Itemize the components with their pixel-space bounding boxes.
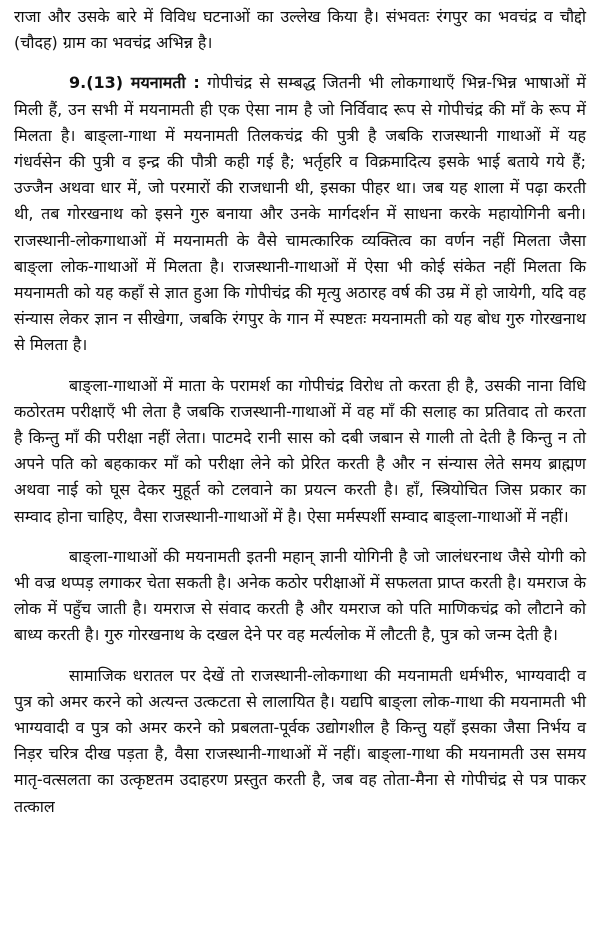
paragraph-continuation (14, 4, 586, 56)
paragraph-bangla-gathas (14, 373, 586, 530)
paragraph-mayanamati-yogini (14, 544, 586, 649)
paragraph-mayanamati (14, 70, 586, 358)
paragraph-text: गोपीचंद्र से सम्बद्ध जितनी भी लोकगाथाएँ भिन्न-भिन्न भाषाओं में मिली हैं, उन सभी में मयनामती ही एक ऐसा नाम है जो निर्विवाद रूप से गोपीचंद्र की माँ के रूप में मिलता है। बाङ्ला-गाथा में मयनामती तिलकचंद्र की पुत्री है जबकि राजस्थानी गाथाओं में यह गंधर्वसेन की पुत्री व इन्द्र की पौत्री कही गई है; भर्तृहरि व विक्रमादित्य इसके भाई बताये गये हैं; उज्जैन अथवा धार में, जो परमारों की राजधानी थी, इसका पीहर था। जब यह शाला में पढ़ा करती थी, तब गोरखनाथ को इसने गुरु बनाया और उनके मार्गदर्शन में साधना करके महायोगिनी बनी। राजस्थानी-लोकगाथाओं में मयनामती के वैसे चामत्कारिक व्यक्तित्व का वर्णन नहीं मिलता जैसा बाङ्ला लोक-गाथाओं में मिलता है। राजस्थानी-गाथाओं में ऐसा भी कोई संकेत नहीं मिलता कि मयनामती को यह कहाँ से ज्ञात हुआ कि गोपीचंद्र की मृत्यु अठारह वर्ष की उम्र में हो जायेगी, यदि वह संन्यास लेकर ज्ञान न सीखेगा, जबकि रंगपुर के गान में स्पष्टतः मयनामती को यह बोध गुरु गोरखनाथ से मिलता है। (14, 73, 586, 355)
paragraph-text: बाङ्ला-गाथाओं की मयनामती इतनी महान् ज्ञानी योगिनी है जो जालंधरनाथ जैसे योगी को भी वज्र थप्पड़ लगाकर चेता सकती है। अनेक कठोर परीक्षाओं में सफलता प्राप्त करती है। यमराज के लोक में पहुँच जाती है। यमराज से संवाद करती है और यमराज को पति माणिकचंद्र को लौटाने को बाध्य करती है। गुरु गोरखनाथ के दखल देने पर वह मर्त्यलोक में लौटती है, पुत्र को जन्म देती है। (14, 546, 586, 645)
section-heading: 9.(13) मयनामती : (69, 73, 200, 93)
paragraph-text: राजा और उसके बारे में विविध घटनाओं का उल्लेख किया है। संभवतः रंगपुर का भवचंद्र व चौद्दो (चौदह) ग्राम का भवचंद्र अभिन्न है। (14, 7, 586, 53)
paragraph-social-plane (14, 663, 586, 820)
paragraph-text: बाङ्ला-गाथाओं में माता के परामर्श का गोपीचंद्र विरोध तो करता ही है, उसकी नाना विधि कठोरतम परीक्षाएँ भी लेता है जबकि राजस्थानी-गाथाओं में वह माँ की सलाह का प्रतिवाद तो करता है किन्तु माँ की परीक्षा नहीं लेता। पाटमदे रानी सास को दबी जबान से गाली तो देती है किन्तु न तो अपने पति को बहकाकर माँ को परीक्षा लेने को प्रेरित करती है और न संन्यास लेते समय ब्राह्मण अथवा नाई को घूस देकर मुहूर्त को टलवाने का प्रयत्न करती है। हाँ, स्त्रियोचित जिस प्रकार का सम्वाद होना चाहिए, वैसा राजस्थानी-गाथाओं में है। ऐसा मर्मस्पर्शी सम्वाद बाङ्ला-गाथाओं में नहीं। (14, 375, 586, 526)
paragraph-text: सामाजिक धरातल पर देखें तो राजस्थानी-लोकगाथा की मयनामती धर्मभीरु, भाग्यवादी व पुत्र को अमर करने को अत्यन्त उत्कटता से लालायित है। यद्यपि बाङ्ला लोक-गाथा की मयनामती भी भाग्यवादी व पुत्र को अमर करने को प्रबलता-पूर्वक उद्योगशील है किन्तु यहाँ इसका जैसा निर्भय व निड़र चरित्र दीख पड़ता है, वैसा राजस्थानी-गाथाओं में नहीं। बाङ्ला-गाथा की मयनामती उस समय मातृ-वत्सलता का उत्कृष्टतम उदाहरण प्रस्तुत करती है, जब वह तोता-मैना से गोपीचंद्र से पत्र पाकर तत्काल (14, 665, 586, 816)
